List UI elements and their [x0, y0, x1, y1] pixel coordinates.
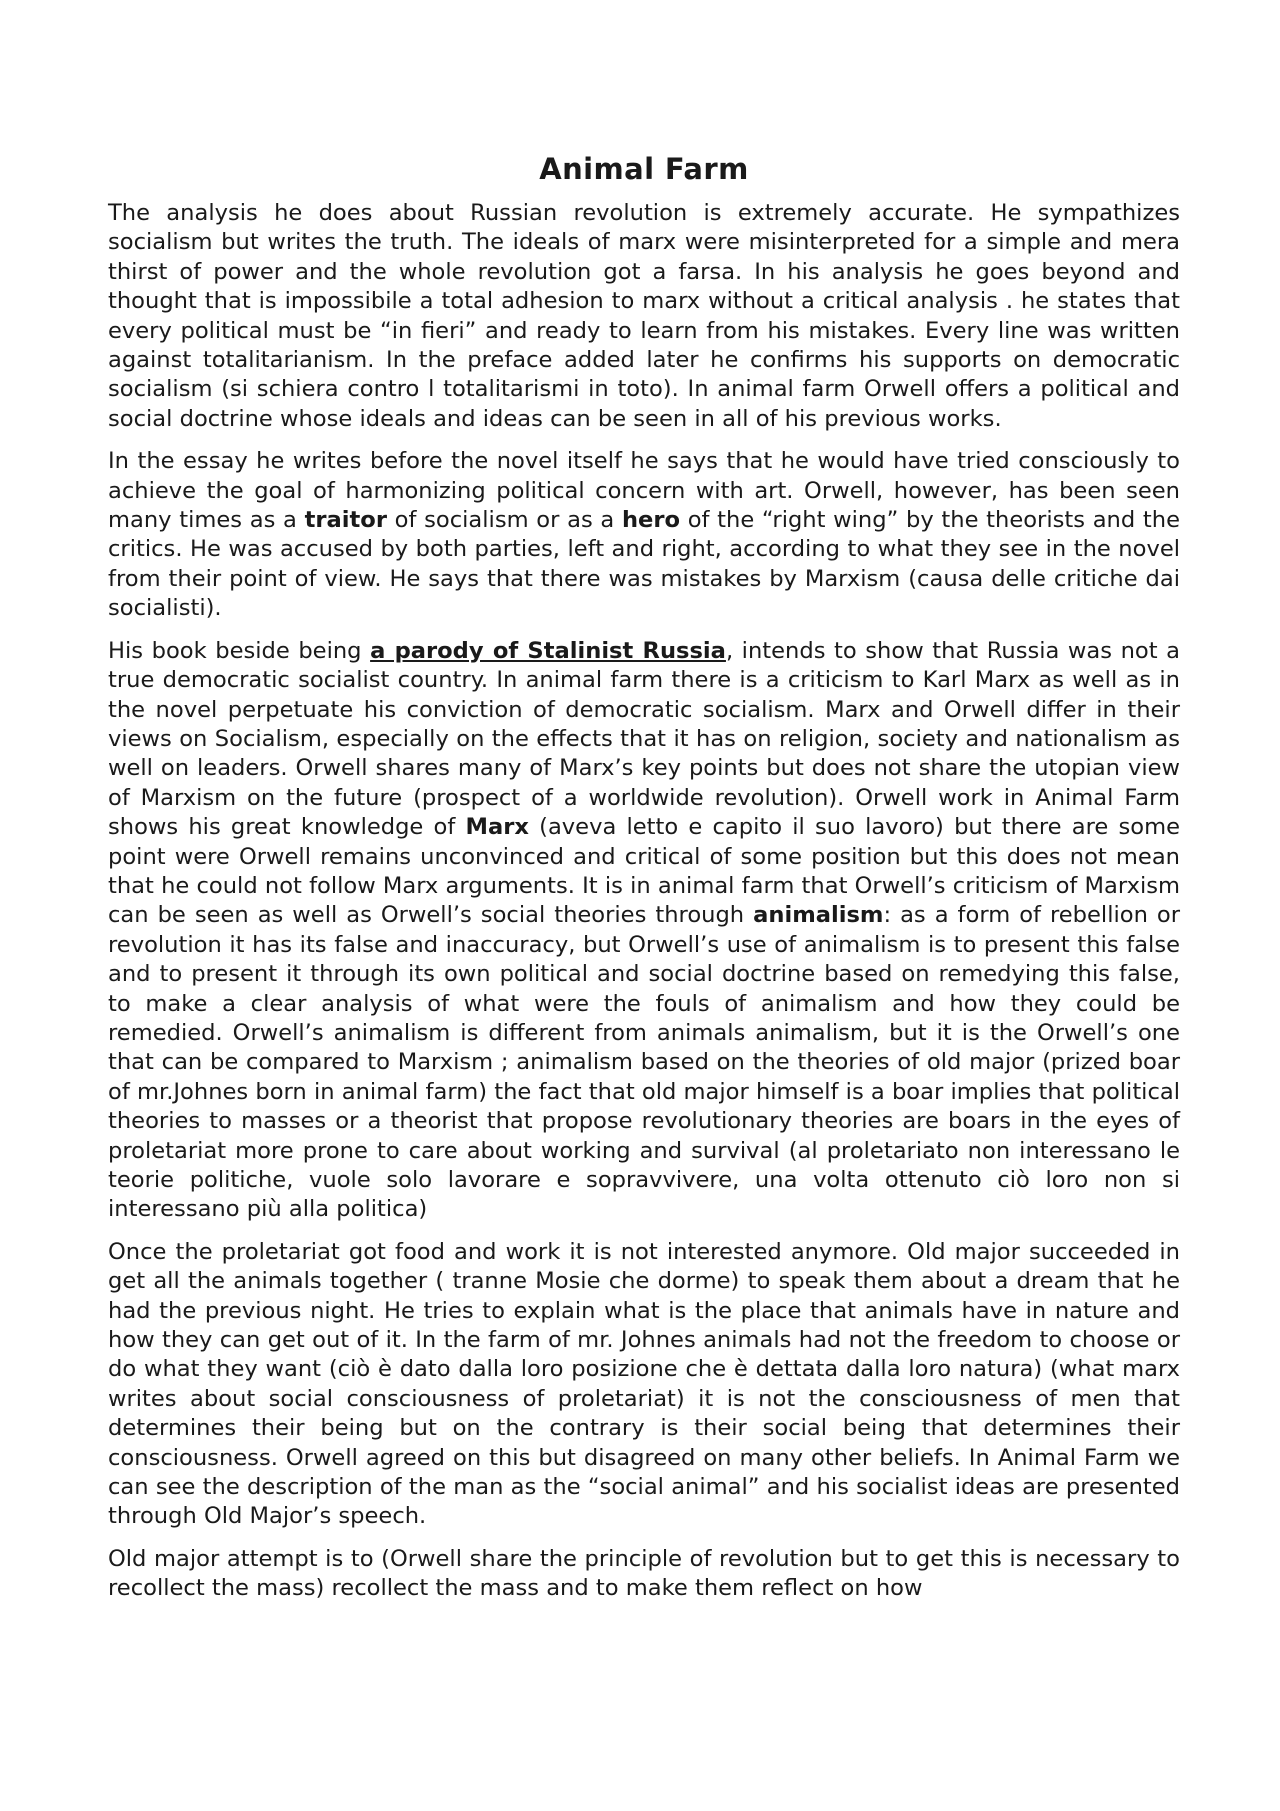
- bold-term-marx: Marx: [465, 814, 529, 841]
- paragraph-4: Once the proletariat got food and work it is not interested anymore. Old major succeeded in get all the animals together ( tranne Mosie che dorme) to speak them about a dream that he had the previous night. He tries to explain what is the place that animals have in nature and how they can get out of it. In the farm of mr. Johnes animals had not the freedom to choose or do what they want (ciò è dato dalla loro posizione che è dettata dalla loro natura) (what marx writes about social consciousness of proletariat) it is not the consciousness of men that determines their being but on the contrary is their social being that determines their consciousness. Orwell agreed on this but disagreed on many other beliefs. In Animal Farm we can see the description of the man as the “social animal” and his socialist ideas are presented through Old Major’s speech.: [108, 1238, 1180, 1530]
- paragraph-2-text: In the essay he writes before the novel itself he says that he would have tried consciously to achieve the goal of harmonizing political concern with art. Orwell, however, has been seen many times as a: [108, 448, 1180, 534]
- paragraph-3-text: : as a form of rebellion or revolution it has its false and inaccuracy, but Orwell’s use of animalism is to present this false and to present it through its own political and social doctrine based on remedying this false, to make a clear analysis of what were the fouls of animalism and how they could be remedied. Orwell’s animalism is different from animals animalism, but it is the Orwell’s one that can be compared to Marxism ; animalism based on the theories of old major (prized boar of mr.Johnes born in animal farm) the fact that old major himself is a boar implies that political theories to masses or a theorist that propose revolutionary theories are boars in the eyes of proletariat more prone to care about working and survival (al proletariato non interessano le teorie politiche, vuole solo lavorare e sopravvivere, una volta ottenuto ciò loro non si interessano più alla politica): [108, 902, 1180, 1223]
- bold-term-hero: hero: [621, 507, 681, 534]
- document-page: [108, 150, 1180, 1617]
- paragraph-3: [108, 637, 1180, 1225]
- paragraph-2-text: of socialism or as a: [386, 507, 622, 534]
- paragraph-5: Old major attempt is to (Orwell share the principle of revolution but to get this is necessary to recollect the mass) recollect the mass and to make them reflect on how: [108, 1545, 1180, 1602]
- bold-term-traitor: traitor: [304, 507, 387, 534]
- paragraph-3-text: (aveva letto e capito il suo lavoro) but there are some point were Orwell remains unconvinced and critical of some position but this does not mean that he could not follow Marx arguments. It is in animal farm that Orwell’s criticism of Marxism can be seen as well as Orwell’s social theories through: [108, 814, 1180, 929]
- document-title: Animal Farm: [539, 152, 749, 186]
- paragraph-3-text: His book beside being: [108, 637, 371, 664]
- bold-term-animalism: animalism: [753, 902, 884, 929]
- underlined-phrase-parody: a parody of Stalinist Russia: [370, 637, 726, 664]
- paragraph-2-text: of the “right wing” by the theorists and the critics. He was accused by both parties, left and right, according to what they see in the novel from their point of view. He says that there was mistakes by Marxism (causa delle critiche dai socialisti).: [108, 507, 1180, 622]
- paragraph-2: [108, 447, 1180, 623]
- paragraph-1: The analysis he does about Russian revolution is extremely accurate. He sympathizes socialism but writes the truth. The ideals of marx were misinterpreted for a simple and mera thirst of power and the whole revolution got a farsa. In his analysis he goes beyond and thought that is impossibile a total adhesion to marx without a critical analysis . he states that every political must be “in fieri” and ready to learn from his mistakes. Every line was written against totalitarianism. In the preface added later he confirms his supports on democratic socialism (si schiera contro l totalitarismi in toto). In animal farm Orwell offers a political and social doctrine whose ideals and ideas can be seen in all of his previous works.: [108, 200, 1180, 432]
- paragraph-3-text: , intends to show that Russia was not a true democratic socialist country. In animal farm there is a criticism to Karl Marx as well as in the novel perpetuate his conviction of democratic socialism. Marx and Orwell differ in their views on Socialism, especially on the effects that it has on religion, society and nationalism as well on leaders. Orwell shares many of Marx’s key points but does not share the utopian view of Marxism on the future (prospect of a worldwide revolution). Orwell work in Animal Farm shows his great knowledge of: [108, 637, 1180, 841]
